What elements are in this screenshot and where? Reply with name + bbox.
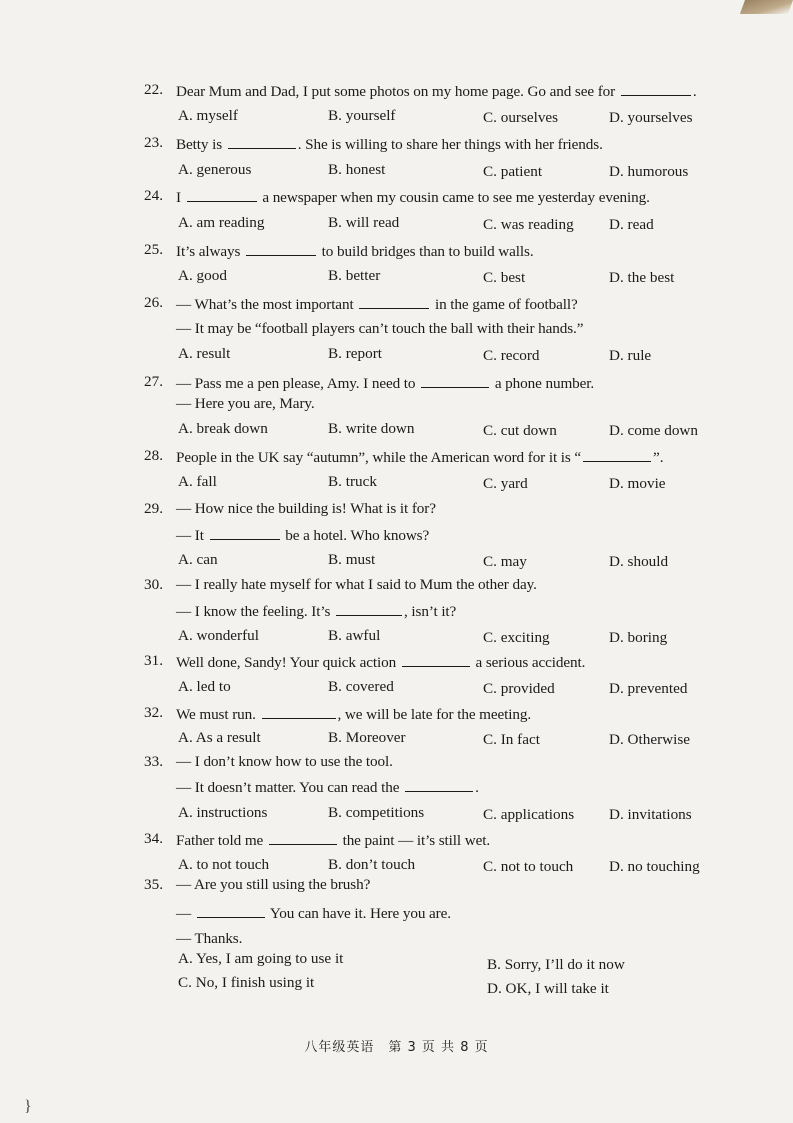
option-b[interactable]: B. truck [328, 473, 377, 490]
question-number: 25. [144, 241, 163, 258]
option-c[interactable]: C. not to touch [483, 858, 574, 875]
answer-blank[interactable] [197, 903, 265, 918]
question-line [176, 187, 650, 207]
answer-blank[interactable] [336, 601, 402, 616]
question-line [176, 81, 697, 101]
option-b[interactable]: B. awful [328, 627, 381, 644]
option-d[interactable]: D. the best [609, 269, 675, 286]
answer-blank[interactable] [421, 373, 489, 388]
question-line [176, 753, 393, 771]
question-line [176, 704, 531, 724]
answer-blank[interactable] [621, 81, 691, 96]
page-footer: 八年级英语 第 3 页 共 8 页 [304, 1040, 489, 1055]
answer-blank[interactable] [583, 447, 651, 462]
question-line [176, 903, 451, 923]
option-d[interactable]: D. prevented [609, 680, 688, 697]
option-c[interactable]: C. No, I finish using it [178, 974, 315, 991]
answer-blank[interactable] [262, 704, 336, 719]
question-number: 27. [144, 373, 163, 390]
answer-blank[interactable] [246, 241, 316, 256]
question-text: in the game of football? [431, 296, 578, 313]
question-text: Father told me [176, 832, 267, 849]
question-number: 22. [144, 81, 163, 98]
option-a[interactable]: A. result [178, 345, 231, 362]
question-text: — I really hate myself for what I said to Mum the other day. [176, 576, 537, 593]
option-d[interactable]: D. yourselves [609, 109, 693, 126]
question-text: , we will be late for the meeting. [337, 706, 532, 723]
question-line [176, 525, 429, 545]
option-d[interactable]: D. Otherwise [609, 731, 690, 748]
question-number: 35. [144, 876, 163, 893]
question-line [176, 294, 578, 314]
question-text: a phone number. [491, 375, 595, 392]
option-b[interactable]: B. must [328, 551, 376, 568]
question-line [176, 876, 370, 894]
option-c[interactable]: C. applications [483, 806, 575, 823]
option-b[interactable]: B. better [328, 267, 381, 284]
question-number: 32. [144, 704, 163, 721]
option-d[interactable]: D. humorous [609, 163, 689, 180]
question-line [176, 373, 594, 393]
option-b[interactable]: B. write down [328, 420, 415, 437]
option-c[interactable]: C. provided [483, 680, 555, 697]
question-text: Well done, Sandy! Your quick action [176, 654, 400, 671]
option-a[interactable]: A. to not touch [178, 856, 270, 873]
question-number: 23. [144, 134, 163, 151]
option-b[interactable]: B. don’t touch [328, 856, 416, 873]
question-text: It’s always [176, 243, 244, 260]
question-line [176, 320, 583, 338]
option-c[interactable]: C. ourselves [483, 109, 559, 126]
question-text: — It doesn’t matter. You can read the [176, 779, 404, 796]
option-c[interactable]: C. patient [483, 163, 543, 180]
question-number: 30. [144, 576, 163, 593]
option-b[interactable]: B. Moreover [328, 729, 406, 746]
option-d[interactable]: D. boring [609, 629, 668, 646]
option-a[interactable]: A. fall [178, 473, 217, 490]
question-text: You can have it. Here you are. [266, 905, 451, 922]
question-text: . She is willing to share her things with her friends. [297, 136, 603, 153]
question-text: — Here you are, Mary. [176, 395, 315, 412]
answer-blank[interactable] [359, 294, 429, 309]
option-d[interactable]: D. no touching [609, 858, 700, 875]
option-d[interactable]: D. rule [609, 347, 652, 364]
option-c[interactable]: C. was reading [483, 216, 574, 233]
question-text: — It [176, 527, 208, 544]
option-c[interactable]: C. cut down [483, 422, 557, 439]
option-c[interactable]: C. record [483, 347, 540, 364]
option-c[interactable]: C. In fact [483, 731, 540, 748]
question-number: 29. [144, 500, 163, 517]
option-a[interactable]: A. As a result [178, 729, 261, 746]
question-text: — How nice the building is! What is it for? [176, 500, 436, 517]
answer-blank[interactable] [228, 134, 296, 149]
edge-mark: } [24, 1098, 32, 1115]
answer-blank[interactable] [269, 830, 337, 845]
question-line [176, 652, 585, 672]
question-text: be a hotel. Who knows? [281, 527, 430, 544]
option-d[interactable]: D. OK, I will take it [487, 980, 609, 997]
page-corner-mark [740, 0, 793, 14]
option-a[interactable]: A. myself [178, 107, 238, 124]
option-b[interactable]: B. will read [328, 214, 400, 231]
question-line [176, 395, 315, 413]
question-line [176, 241, 534, 261]
question-text: — I know the feeling. It’s [176, 603, 334, 620]
option-a[interactable]: A. wonderful [178, 627, 259, 644]
question-number: 26. [144, 294, 163, 311]
option-b[interactable]: B. honest [328, 161, 386, 178]
question-number: 28. [144, 447, 163, 464]
question-text: — Are you still using the brush? [176, 876, 371, 893]
question-text: — [176, 905, 195, 922]
question-line [176, 447, 663, 467]
question-text: — It may be “football players can’t touch the ball with their hands.” [176, 320, 584, 337]
question-text: . [692, 83, 697, 100]
option-c[interactable]: C. best [483, 269, 526, 286]
option-d[interactable]: D. come down [609, 422, 698, 439]
question-text: a newspaper when my cousin came to see me yesterday evening. [258, 189, 650, 206]
question-text: Betty is [176, 136, 226, 153]
option-d[interactable]: D. read [609, 216, 654, 233]
option-b[interactable]: B. report [328, 345, 382, 362]
question-line [176, 930, 242, 948]
answer-blank[interactable] [402, 652, 470, 667]
option-c[interactable]: C. yard [483, 475, 528, 492]
option-c[interactable]: C. exciting [483, 629, 550, 646]
option-a[interactable]: A. good [178, 267, 227, 284]
question-line [176, 601, 456, 621]
option-b[interactable]: B. yourself [328, 107, 396, 124]
question-text: I [176, 189, 185, 206]
question-text: , isn’t it? [404, 603, 457, 620]
question-line [176, 134, 603, 154]
option-d[interactable]: D. movie [609, 475, 666, 492]
question-text: — Thanks. [176, 930, 243, 947]
question-number: 34. [144, 830, 163, 847]
answer-blank[interactable] [187, 187, 257, 202]
option-a[interactable]: A. Yes, I am going to use it [178, 950, 344, 967]
question-line [176, 576, 537, 594]
question-text: ”. [653, 449, 664, 466]
answer-blank[interactable] [405, 777, 473, 792]
option-b[interactable]: B. Sorry, I’ll do it now [487, 956, 625, 973]
question-text: the paint — it’s still wet. [338, 832, 491, 849]
option-c[interactable]: C. may [483, 553, 527, 570]
question-number: 24. [144, 187, 163, 204]
option-d[interactable]: D. should [609, 553, 669, 570]
option-a[interactable]: A. led to [178, 678, 231, 695]
answer-blank[interactable] [210, 525, 280, 540]
option-a[interactable]: A. break down [178, 420, 268, 437]
option-b[interactable]: B. covered [328, 678, 394, 695]
question-text: People in the UK say “autumn”, while the American word for it is “ [176, 449, 582, 466]
question-text: a serious accident. [471, 654, 586, 671]
question-line [176, 777, 479, 797]
question-text: We must run. [176, 706, 260, 723]
question-line [176, 500, 436, 518]
option-a[interactable]: A. generous [178, 161, 252, 178]
option-b[interactable]: B. competitions [328, 804, 425, 821]
question-text: — I don’t know how to use the tool. [176, 753, 393, 770]
question-line [176, 830, 490, 850]
option-a[interactable]: A. instructions [178, 804, 268, 821]
question-text: — What’s the most important [176, 296, 358, 313]
question-text: to build bridges than to build walls. [317, 243, 534, 260]
option-a[interactable]: A. am reading [178, 214, 265, 231]
question-number: 31. [144, 652, 163, 669]
option-a[interactable]: A. can [178, 551, 218, 568]
option-d[interactable]: D. invitations [609, 806, 692, 823]
question-text: Dear Mum and Dad, I put some photos on my home page. Go and see for [176, 83, 619, 100]
question-number: 33. [144, 753, 163, 770]
question-text: — Pass me a pen please, Amy. I need to [176, 375, 420, 392]
question-text: . [475, 779, 479, 796]
